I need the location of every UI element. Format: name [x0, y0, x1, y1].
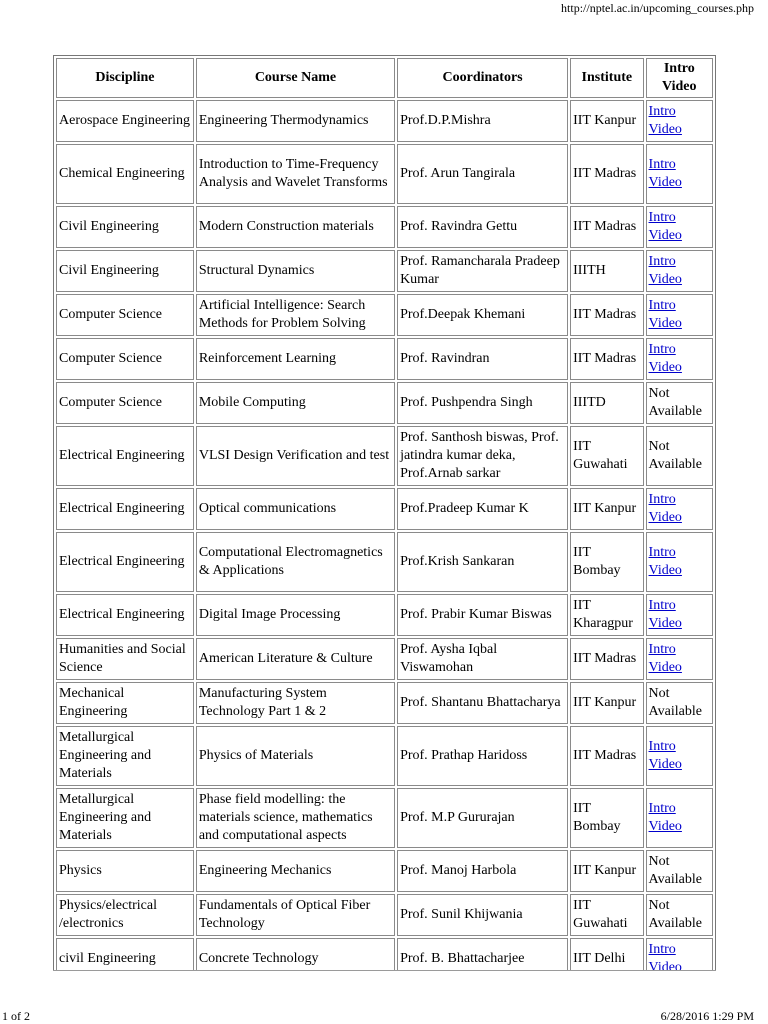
intro-video-cell [646, 850, 713, 892]
institute-cell: IIT Guwahati [570, 426, 643, 486]
intro-video-link[interactable]: Intro Video [648, 254, 682, 287]
intro-video-link[interactable]: Intro Video [648, 157, 682, 190]
intro-video-cell [646, 488, 713, 530]
table-row [56, 682, 713, 724]
course-name-cell: Physics of Materials [196, 726, 395, 786]
institute-cell: IIT Bombay [570, 532, 643, 592]
intro-video-link[interactable]: Intro Video [648, 342, 682, 375]
video-not-available: Not Available [648, 386, 702, 419]
institute-cell: IIT Kanpur [570, 100, 643, 142]
institute-cell: IIT Madras [570, 638, 643, 680]
institute-cell: IIITH [570, 250, 643, 292]
course-name-cell: Mobile Computing [196, 382, 395, 424]
discipline-cell: Aerospace Engineering [56, 100, 194, 142]
intro-video-cell [646, 594, 713, 636]
intro-video-link[interactable]: Intro Video [648, 739, 682, 772]
institute-cell: IIT Madras [570, 338, 643, 380]
discipline-cell: Electrical Engineering [56, 426, 194, 486]
table-row [56, 726, 713, 786]
video-not-available: Not Available [648, 898, 702, 931]
coordinators-cell: Prof. Sunil Khijwania [397, 894, 568, 936]
discipline-cell: civil Engineering [56, 938, 194, 971]
coordinators-cell: Prof.D.P.Mishra [397, 100, 568, 142]
coordinators-cell: Prof. Prathap Haridoss [397, 726, 568, 786]
table-row [56, 894, 713, 936]
table-row [56, 382, 713, 424]
table-row [56, 594, 713, 636]
video-not-available: Not Available [648, 854, 702, 887]
coordinators-cell: Prof. Ravindra Gettu [397, 206, 568, 248]
course-name-cell: Fundamentals of Optical Fiber Technology [196, 894, 395, 936]
course-name-cell: Modern Construction materials [196, 206, 395, 248]
table-row [56, 532, 713, 592]
intro-video-link[interactable]: Intro Video [648, 801, 682, 834]
intro-video-link[interactable]: Intro Video [648, 210, 682, 243]
discipline-cell: Computer Science [56, 382, 194, 424]
header-coordinators: Coordinators [397, 58, 568, 98]
course-name-cell: Reinforcement Learning [196, 338, 395, 380]
table-row [56, 100, 713, 142]
institute-cell: IIT Kanpur [570, 850, 643, 892]
coordinators-cell: Prof.Deepak Khemani [397, 294, 568, 336]
coordinators-cell: Prof. Prabir Kumar Biswas [397, 594, 568, 636]
intro-video-cell [646, 338, 713, 380]
intro-video-link[interactable]: Intro Video [648, 942, 682, 971]
course-name-cell: Digital Image Processing [196, 594, 395, 636]
institute-cell: IIT Bombay [570, 788, 643, 848]
intro-video-link[interactable]: Intro Video [648, 598, 682, 631]
discipline-cell: Computer Science [56, 294, 194, 336]
table-row [56, 250, 713, 292]
intro-video-cell [646, 250, 713, 292]
course-name-cell: Computational Electromagnetics & Applications [196, 532, 395, 592]
table-row [56, 426, 713, 486]
course-name-cell: Engineering Thermodynamics [196, 100, 395, 142]
intro-video-cell [646, 100, 713, 142]
coordinators-cell: Prof. Ravindran [397, 338, 568, 380]
institute-cell: IIT Kharagpur [570, 594, 643, 636]
institute-cell: IIT Madras [570, 726, 643, 786]
table-row [56, 788, 713, 848]
discipline-cell: Metallurgical Engineering and Materials [56, 788, 194, 848]
institute-cell: IIT Kanpur [570, 488, 643, 530]
page-number: 1 of 2 [2, 1009, 30, 1023]
header-course-name: Course Name [196, 58, 395, 98]
institute-cell: IIT Guwahati [570, 894, 643, 936]
discipline-cell: Electrical Engineering [56, 532, 194, 592]
coordinators-cell: Prof.Pradeep Kumar K [397, 488, 568, 530]
header-discipline: Discipline [56, 58, 194, 98]
intro-video-cell [646, 938, 713, 971]
course-name-cell: Artificial Intelligence: Search Methods for Problem Solving [196, 294, 395, 336]
table-row [56, 488, 713, 530]
institute-cell: IIT Delhi [570, 938, 643, 971]
intro-video-link[interactable]: Intro Video [648, 298, 682, 331]
intro-video-cell [646, 144, 713, 204]
coordinators-cell: Prof. Arun Tangirala [397, 144, 568, 204]
course-rows [56, 100, 713, 971]
institute-cell: IIT Madras [570, 206, 643, 248]
coordinators-cell: Prof. B. Bhattacharjee [397, 938, 568, 971]
header-intro-video: Intro Video [646, 58, 713, 98]
course-name-cell: Optical communications [196, 488, 395, 530]
coordinators-cell: Prof. Pushpendra Singh [397, 382, 568, 424]
intro-video-link[interactable]: Intro Video [648, 492, 682, 525]
discipline-cell: Electrical Engineering [56, 488, 194, 530]
institute-cell: IIITD [570, 382, 643, 424]
discipline-cell: Physics [56, 850, 194, 892]
intro-video-cell [646, 206, 713, 248]
video-not-available: Not Available [648, 686, 702, 719]
discipline-cell: Physics/electrical /electronics [56, 894, 194, 936]
intro-video-cell [646, 382, 713, 424]
print-datetime: 6/28/2016 1:29 PM [660, 1009, 754, 1023]
intro-video-cell [646, 726, 713, 786]
video-not-available: Not Available [648, 439, 702, 472]
discipline-cell: Civil Engineering [56, 206, 194, 248]
coordinators-cell: Prof. M.P Gururajan [397, 788, 568, 848]
intro-video-link[interactable]: Intro Video [648, 642, 682, 675]
intro-video-cell [646, 682, 713, 724]
course-name-cell: VLSI Design Verification and test [196, 426, 395, 486]
course-name-cell: Engineering Mechanics [196, 850, 395, 892]
table-row [56, 338, 713, 380]
discipline-cell: Mechanical Engineering [56, 682, 194, 724]
intro-video-cell [646, 532, 713, 592]
table-row [56, 638, 713, 680]
institute-cell: IIT Kanpur [570, 682, 643, 724]
courses-table-container [53, 55, 716, 971]
coordinators-cell: Prof. Aysha Iqbal Viswamohan [397, 638, 568, 680]
coordinators-cell: Prof.Krish Sankaran [397, 532, 568, 592]
discipline-cell: Chemical Engineering [56, 144, 194, 204]
coordinators-cell: Prof. Ramancharala Pradeep Kumar [397, 250, 568, 292]
page-url: http://nptel.ac.in/upcoming_courses.php [561, 1, 754, 15]
intro-video-cell [646, 638, 713, 680]
discipline-cell: Humanities and Social Science [56, 638, 194, 680]
intro-video-link[interactable]: Intro Video [648, 104, 682, 137]
course-name-cell: Manufacturing System Technology Part 1 & 2 [196, 682, 395, 724]
table-row [56, 938, 713, 971]
course-name-cell: Concrete Technology [196, 938, 395, 971]
header-institute: Institute [570, 58, 643, 98]
discipline-cell: Electrical Engineering [56, 594, 194, 636]
upcoming-courses-table [53, 55, 716, 971]
intro-video-cell [646, 894, 713, 936]
table-row [56, 294, 713, 336]
table-header-row [56, 58, 713, 98]
institute-cell: IIT Madras [570, 294, 643, 336]
coordinators-cell: Prof. Manoj Harbola [397, 850, 568, 892]
discipline-cell: Civil Engineering [56, 250, 194, 292]
table-row [56, 144, 713, 204]
intro-video-cell [646, 788, 713, 848]
discipline-cell: Metallurgical Engineering and Materials [56, 726, 194, 786]
intro-video-cell [646, 426, 713, 486]
table-row [56, 850, 713, 892]
coordinators-cell: Prof. Santhosh biswas, Prof. jatindra kumar deka, Prof.Arnab sarkar [397, 426, 568, 486]
table-row [56, 206, 713, 248]
course-name-cell: Structural Dynamics [196, 250, 395, 292]
course-name-cell: Phase field modelling: the materials science, mathematics and computational aspects [196, 788, 395, 848]
intro-video-cell [646, 294, 713, 336]
course-name-cell: Introduction to Time-Frequency Analysis and Wavelet Transforms [196, 144, 395, 204]
course-name-cell: American Literature & Culture [196, 638, 395, 680]
discipline-cell: Computer Science [56, 338, 194, 380]
intro-video-link[interactable]: Intro Video [648, 545, 682, 578]
institute-cell: IIT Madras [570, 144, 643, 204]
coordinators-cell: Prof. Shantanu Bhattacharya [397, 682, 568, 724]
